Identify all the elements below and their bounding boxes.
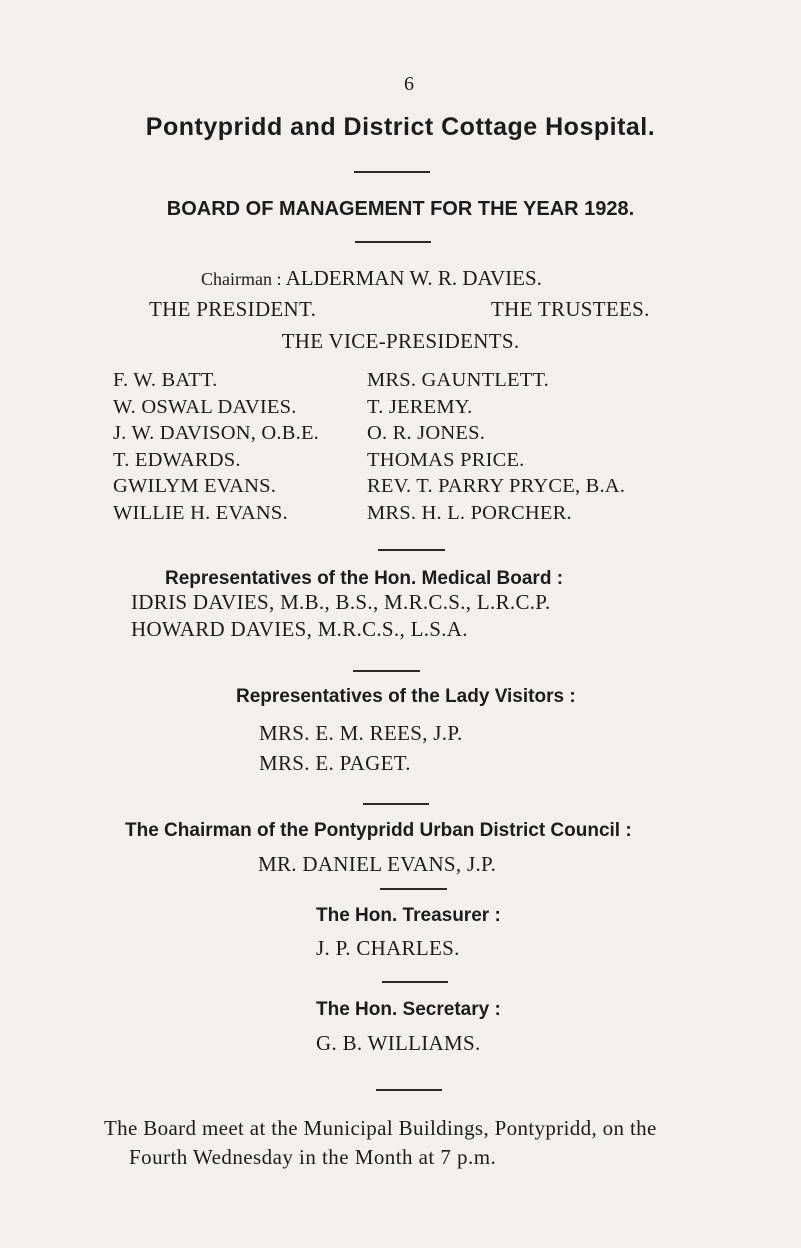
medical-board-member: HOWARD DAVIES, M.R.C.S., L.S.A. <box>131 617 468 641</box>
vice-president-name: REV. T. PARRY PRYCE, B.A. <box>367 475 626 497</box>
secretary-name: G. B. WILLIAMS. <box>316 1031 481 1055</box>
divider <box>363 803 429 805</box>
chairman-line <box>201 266 542 291</box>
vice-president-name: MRS. GAUNTLETT. <box>367 369 549 391</box>
lady-visitors-heading: Representatives of the Lady Visitors : <box>236 686 576 707</box>
vice-presidents-left-column <box>113 367 319 526</box>
divider <box>355 241 431 243</box>
page-number: 6 <box>404 73 414 95</box>
vice-president-name: WILLIE H. EVANS. <box>113 501 288 524</box>
vice-president-name: THOMAS PRICE. <box>367 448 525 471</box>
vice-presidents-right-column <box>367 367 625 526</box>
president-label: THE PRESIDENT. <box>149 297 317 321</box>
vice-presidents-heading: THE VICE-PRESIDENTS. <box>281 329 520 353</box>
council-chairman-name: MR. DANIEL EVANS, J.P. <box>258 852 497 876</box>
divider <box>382 981 448 983</box>
council-chairman-heading: The Chairman of the Pontypridd Urban District Council : <box>125 820 632 841</box>
medical-board-heading: Representatives of the Hon. Medical Board : <box>165 568 564 589</box>
vice-president-name: T. JEREMY. <box>367 395 473 418</box>
divider <box>353 670 420 672</box>
divider <box>380 888 447 890</box>
chairman-name: ALDERMAN W. R. DAVIES. <box>285 266 542 290</box>
lady-visitor-member: MRS. E. M. REES, J.P. <box>259 721 463 745</box>
vice-president-name: F. W. BATT. <box>113 369 218 391</box>
vice-president-name: MRS. H. L. PORCHER. <box>367 501 572 524</box>
treasurer-heading: The Hon. Treasurer : <box>316 905 501 926</box>
medical-board-member: IDRIS DAVIES, M.B., B.S., M.R.C.S., L.R.C.P. <box>131 590 551 614</box>
divider <box>354 171 430 173</box>
lady-visitor-member: MRS. E. PAGET. <box>259 751 411 775</box>
treasurer-name: J. P. CHARLES. <box>316 936 460 960</box>
divider <box>376 1089 442 1091</box>
vice-president-name: O. R. JONES. <box>367 422 486 444</box>
board-heading: BOARD OF MANAGEMENT FOR THE YEAR 1928. <box>166 198 635 220</box>
secretary-heading: The Hon. Secretary : <box>316 999 501 1020</box>
footer-line: The Board meet at the Municipal Buildings, Pontypridd, on the <box>104 1116 657 1140</box>
page-title: Pontypridd and District Cottage Hospital. <box>145 113 656 141</box>
divider <box>378 549 445 551</box>
vice-president-name: T. EDWARDS. <box>113 448 241 471</box>
chairman-label: Chairman : <box>201 269 282 289</box>
trustees-label: THE TRUSTEES. <box>491 297 650 321</box>
vice-president-name: GWILYM EVANS. <box>113 475 277 497</box>
vice-president-name: J. W. DAVISON, O.B.E. <box>113 422 320 444</box>
footer-line: Fourth Wednesday in the Month at 7 p.m. <box>129 1145 497 1169</box>
vice-president-name: W. OSWAL DAVIES. <box>113 395 297 418</box>
